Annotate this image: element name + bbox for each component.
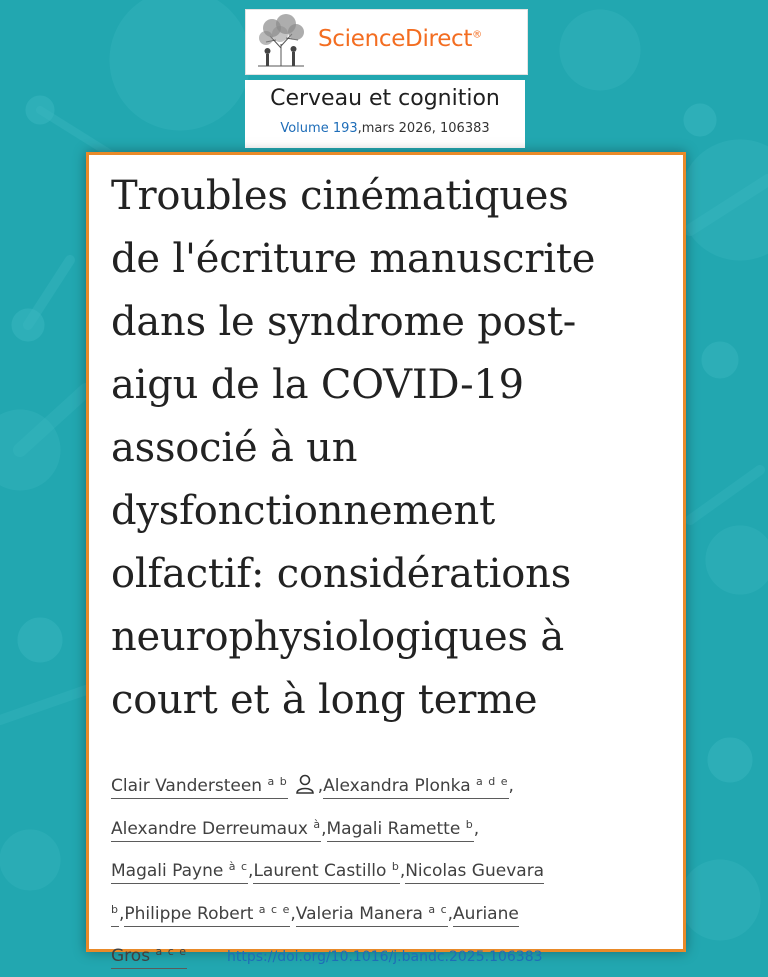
author-link[interactable]: Alexandra Plonka $^{a d e}$ (323, 776, 508, 799)
affiliation-marker: a c e (258, 902, 291, 916)
journal-info (245, 80, 525, 148)
registered-mark: ® (472, 29, 482, 41)
author-link[interactable]: Valeria Manera $^{a c}$ (296, 904, 448, 927)
sciencedirect-logo[interactable] (245, 9, 528, 75)
volume-link[interactable]: Volume 193 (280, 121, 358, 136)
author-link[interactable] (111, 946, 187, 969)
author-list: Clair Vandersteen $^{a b}$ ,Alexandra Plonka $^{a d e}$, Alexandre Derreumaux $^à$,Magali Ramette $^b$, Magali Payne $^{à c}$,Laurent Castillo $^b$,Nicolas Guevara $^b$,Philippe Robert $^{a c e}$,Valeria Manera $^{a c}$,Auriane Gros $^{a c e}$ https://doi.org/10.1016/j.bandc.2025.106383 (111, 763, 671, 977)
person-icon[interactable] (294, 774, 316, 794)
affiliation-marker: a b (267, 775, 288, 788)
title-line: associé à un (111, 425, 358, 471)
author-link[interactable]: Laurent Castillo $^b$ (253, 861, 399, 884)
author-link[interactable] (453, 904, 519, 927)
author-link[interactable]: Magali Ramette $^b$ (327, 819, 474, 842)
article-card (86, 152, 686, 967)
author-link[interactable]: Alexandre Derreumaux $^à$ (111, 819, 321, 842)
affiliation-marker: à (313, 817, 322, 831)
title-line: court et à long terme (111, 677, 538, 723)
author-link[interactable]: Clair Vandersteen $^{a b}$ (111, 776, 288, 799)
brand-name: ScienceDirect (318, 26, 473, 52)
affiliation-marker: a c (428, 902, 448, 916)
author-first-name: Auriane (453, 903, 519, 924)
author-link[interactable]: Nicolas Guevara (405, 861, 544, 884)
title-line: neurophysiologiques à (111, 614, 564, 660)
title-line: aigu de la COVID-19 (111, 362, 524, 408)
title-line: dysfonctionnement (111, 488, 495, 534)
affiliation-marker: a d e (476, 775, 509, 788)
affiliation-marker: a c e (155, 945, 188, 959)
issue-info: ,mars 2026, 106383 (357, 121, 490, 136)
author-link[interactable]: Magali Payne $^{à c}$ (111, 861, 248, 884)
title-line: de l'écriture manuscrite (111, 236, 596, 282)
author-last-name: Gros (111, 946, 151, 967)
author-link[interactable]: Philippe Robert $^{a c e}$ (124, 904, 290, 927)
title-line: Troubles cinématiques (111, 173, 569, 219)
article-title (111, 165, 671, 732)
title-line: olfactif: considérations (111, 551, 572, 597)
affiliation-marker: b (391, 860, 400, 874)
doi-link[interactable]: https://doi.org/10.1016/j.bandc.2025.106383 (227, 949, 543, 966)
affiliation-marker: b (465, 817, 474, 831)
title-line: dans le syndrome post- (111, 299, 577, 345)
journal-name[interactable]: Cerveau et cognition (270, 86, 500, 111)
journal-meta (245, 121, 525, 136)
elsevier-tree-icon (252, 14, 310, 70)
affiliation-marker: à c (228, 860, 249, 874)
affiliation-marker-link[interactable]: b (111, 904, 119, 927)
